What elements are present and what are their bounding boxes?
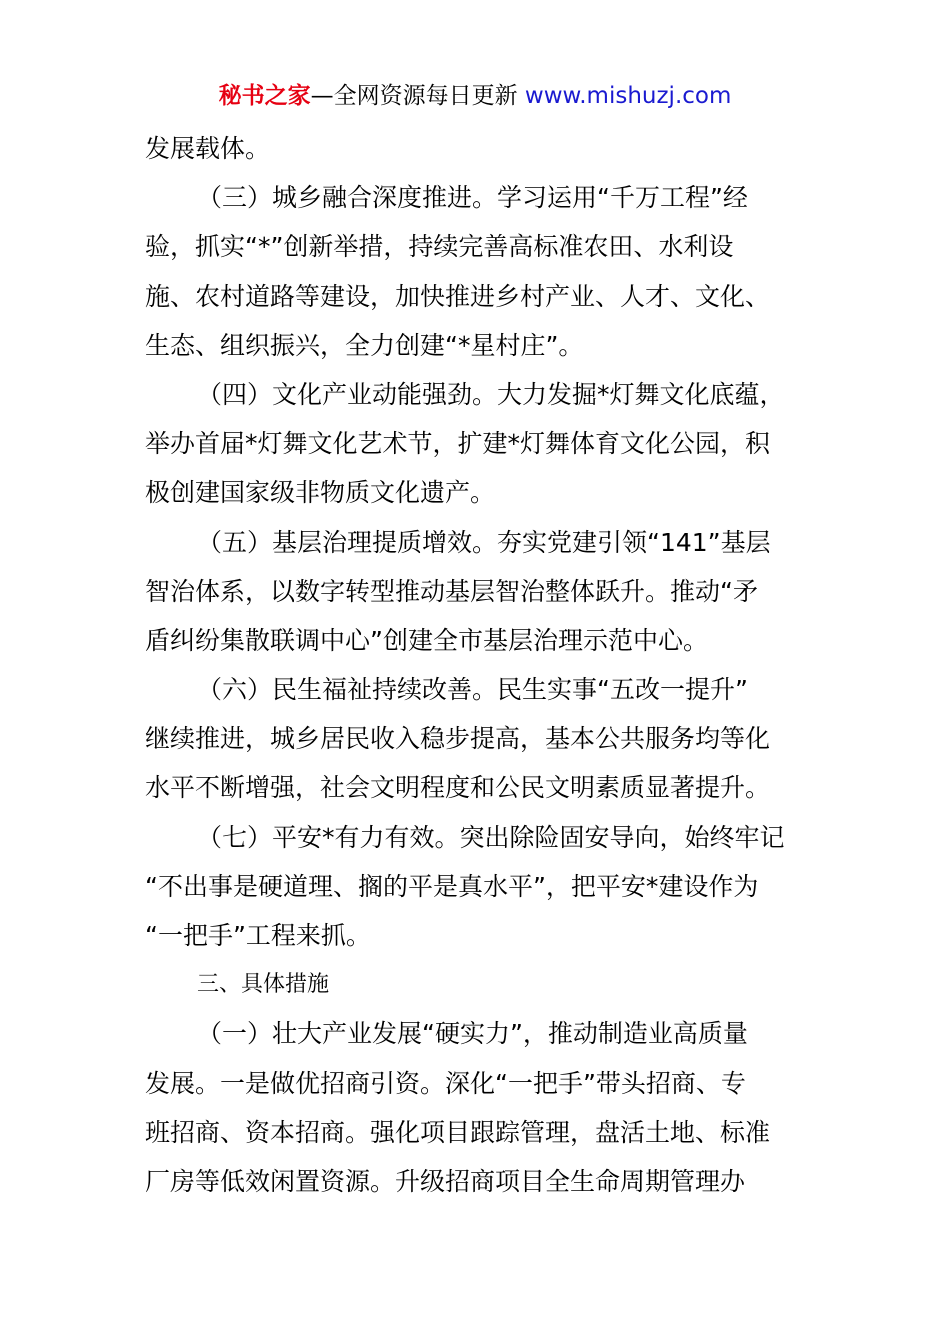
text-line: 施、农村道路等建设，加快推进乡村产业、人才、文化、 [145,281,771,311]
text-line: “不出事是硬道理、搁的平是真水平”，把平安*建设作为 [145,871,759,901]
text-line: （四）文化产业动能强劲。大力发掘*灯舞文化底蕴， [197,379,785,409]
text-line: 盾纠纷集散联调中心”创建全市基层治理示范中心。 [145,625,708,655]
section-heading: 三、具体措施 [197,972,330,998]
site-header [0,80,950,112]
text-line: 验，抓实“*”创新举措，持续完善高标准农田、水利设 [145,232,734,262]
text-line: 智治体系，以数字转型推动基层智治整体跃升。推动“矛 [145,576,758,606]
text-line: （五）基层治理提质增效。夯实党建引领“141”基层 [197,527,771,557]
document-body [145,124,825,1206]
text-line: 极创建国家级非物质文化遗产。 [145,478,496,508]
text-line: 水平不断增强，社会文明程度和公民文明素质显著提升。 [145,773,771,803]
text-line: “一把手”工程来抓。 [145,921,371,950]
text-line: 发展载体。 [145,134,271,163]
site-url[interactable]: www.mishuzj.com [524,83,732,109]
text-line: 生态、组织振兴，全力创建“*星村庄”。 [145,330,584,360]
text-line: （七）平安*有力有效。突出除险固安导向，始终牢记 [197,822,785,852]
text-line: 继续推进，城乡居民收入稳步提高，基本公共服务均等化 [145,724,771,754]
site-tagline: —全网资源每日更新 [310,83,525,109]
text-line: 厂房等低效闲置资源。升级招商项目全生命周期管理办 [145,1166,746,1196]
text-line: （三）城乡融合深度推进。学习运用“千万工程”经 [197,183,748,213]
text-line: 发展。一是做优招商引资。深化“一把手”带头招商、专 [145,1068,746,1098]
text-line: 班招商、资本招商。强化项目跟踪管理，盘活土地、标准 [145,1117,771,1147]
site-brand: 秘书之家 [218,83,311,109]
text-line: （六）民生福祉持续改善。民生实事“五改一提升” [197,675,748,705]
text-line: （一）壮大产业发展“硬实力”，推动制造业高质量 [197,1019,748,1049]
text-line: 举办首届*灯舞文化艺术节，扩建*灯舞体育文化公园，积 [145,429,771,459]
